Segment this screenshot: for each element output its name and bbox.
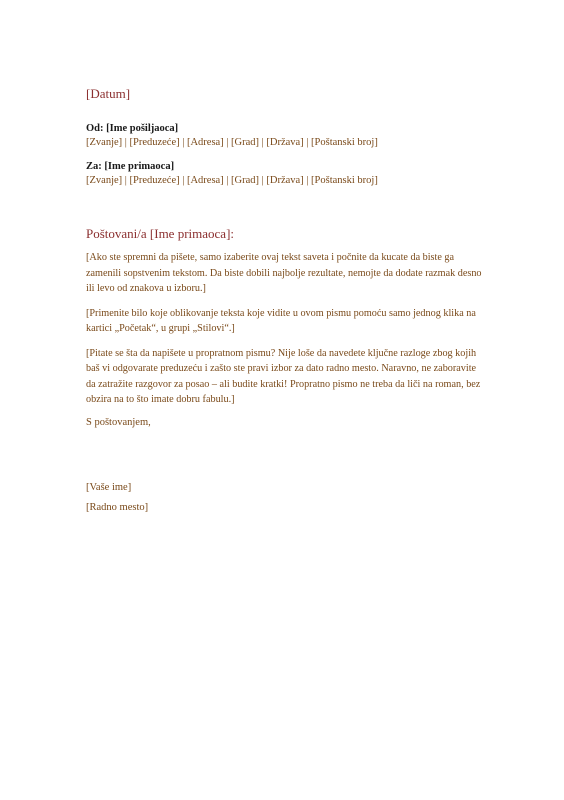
recipient-name[interactable]: Za: [Ime primaoca] [86,161,175,172]
letter-body [86,86,486,513]
sender-block [86,122,486,150]
sender-address[interactable]: [Zvanje] | [Preduzeće] | [Adresa] | [Grad] | [Država] | [Poštanski broj] [86,137,378,148]
date-placeholder[interactable]: [Datum] [86,86,131,101]
recipient-block [86,160,486,188]
recipient-address[interactable]: [Zvanje] | [Preduzeće] | [Adresa] | [Grad] | [Država] | [Poštanski broj] [86,175,378,186]
paragraph-3[interactable]: [Pitate se šta da napišete u propratnom pismu? Nije loše da navedete ključne razloge zbog kojih baš vi odgovarate preduzeću i zašto ste pravi izbor za dato radno mesto. Naravno, ne zaboravite da zatražite razgovor za posao – ali budite kratki! Propratno pismo ne treba da liči na roman, bez obzira na to što imate dobru fabulu.] [86,347,481,405]
signature-title[interactable]: [Radno mesto] [86,501,149,513]
closing[interactable]: S poštovanjem, [86,416,151,428]
paragraph-2[interactable]: [Primenite bilo koje oblikovanje teksta koje vidite u ovom pismu pomoću samo jednog klika na kartici „Početak“, u grupi „Stilovi“.] [86,307,476,334]
signature-name[interactable]: [Vaše ime] [86,481,132,493]
salutation[interactable]: Poštovani/a [Ime primaoca]: [86,226,235,241]
paragraph-1[interactable]: [Ako ste spremni da pišete, samo izaberite ovaj tekst saveta i počnite da kucate da biste ga zamenili sopstvenim tekstom. Da biste dobili najbolje rezultate, nemojte da dodate razmak desno ili levo od znakova u izboru.] [86,252,482,294]
sender-name[interactable]: Od: [Ime pošiljaoca] [86,123,179,134]
